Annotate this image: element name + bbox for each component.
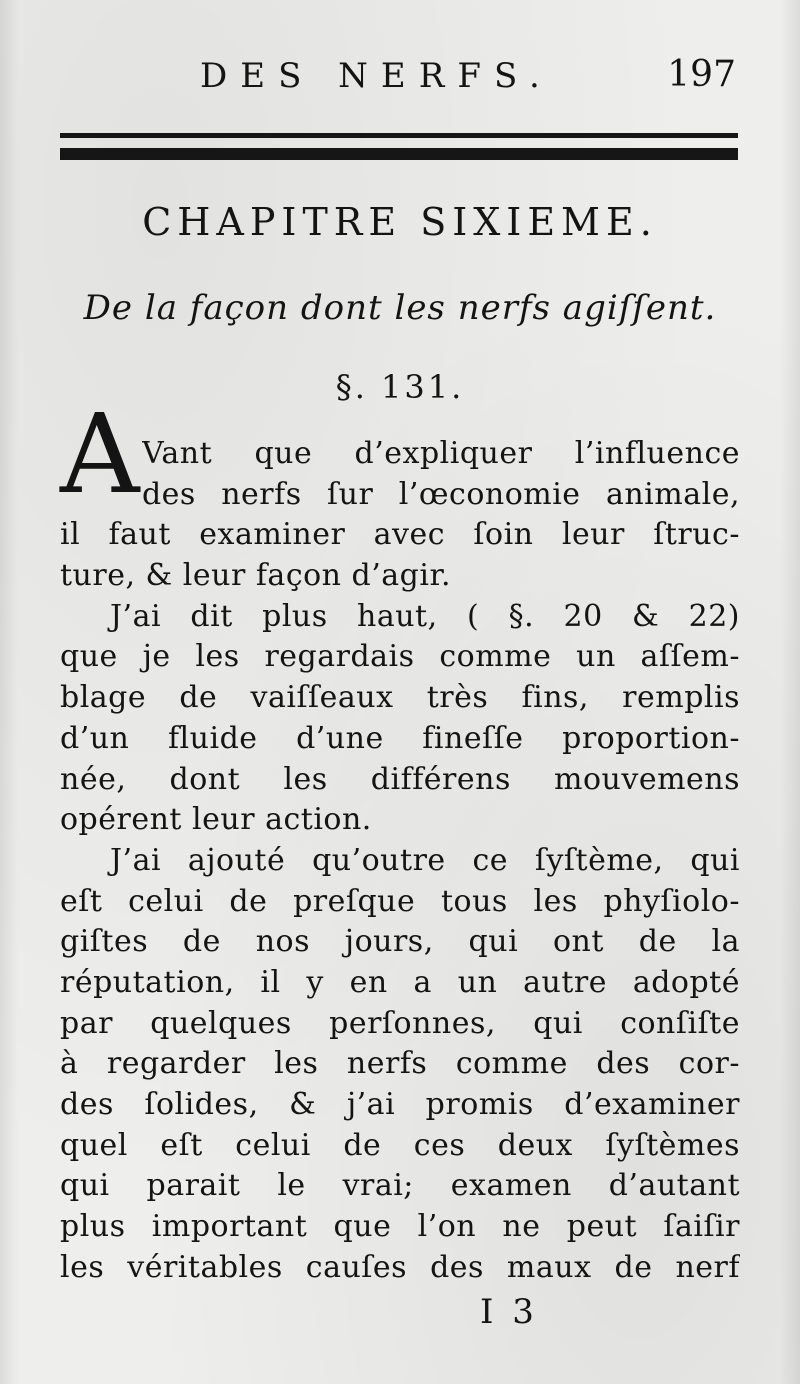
header-rule-thick: [60, 148, 738, 160]
text-line: par quelques perſonnes, qui conſiſte: [60, 1005, 740, 1041]
chapter-title: CHAPITRE SIXIEME.: [142, 200, 658, 244]
section-number: §. 131.: [335, 368, 465, 406]
page-number: 197: [667, 54, 736, 95]
header-rule-thin: [60, 133, 738, 138]
text-line: née, dont les différens mouvemens: [60, 761, 740, 797]
chapter-subtitle: De la façon dont les nerfs agiſſent.: [83, 288, 717, 328]
text-line: plus important que l’on ne peut ſaiſir: [60, 1209, 740, 1245]
text-line: ture, & leur façon d’agir.: [60, 558, 452, 594]
text-line: Vant que d’expliquer l’influence: [141, 436, 740, 471]
running-head: [60, 52, 740, 100]
signature-mark: I 3: [480, 1292, 538, 1332]
text-line: que je les regardais comme un aſſem-: [60, 639, 740, 675]
text-line: à regarder les nerfs comme des cor-: [60, 1046, 740, 1082]
body-text: [60, 390, 740, 1288]
drop-cap-spacer: [142, 410, 740, 434]
text-line: J’ai ajouté qu’outre ce ſyſtème, qui: [110, 842, 740, 878]
drop-cap: A: [60, 390, 140, 518]
text-line: eſt celui de preſque tous les phyſiolo-: [60, 883, 740, 919]
text-line: il faut examiner avec ſoin leur ſtruc-: [60, 517, 740, 553]
text-line: des nerfs ſur l’œconomie animale,: [141, 476, 740, 512]
text-line: J’ai dit plus haut, ( §. 20 & 22): [110, 598, 740, 634]
text-line: les véritables cauſes des maux de nerf: [60, 1249, 740, 1285]
text-line: blage de vaiſſeaux très fins, remplis: [60, 680, 740, 716]
text-line: des ſolides, & j’ai promis d’examiner: [60, 1087, 740, 1122]
running-title: DES NERFS.: [200, 56, 553, 96]
text-line: d’un fluide d’une fineſſe proportion-: [60, 720, 740, 756]
text-line: qui parait le vrai; examen d’autant: [60, 1168, 740, 1204]
text-line: quel eſt celui de ces deux ſyſtèmes: [60, 1127, 740, 1163]
text-line: réputation, il y en a un autre adopté: [60, 964, 740, 1000]
text-line: opérent leur action.: [60, 802, 372, 838]
text-line: giſtes de nos jours, qui ont de la: [60, 924, 740, 960]
